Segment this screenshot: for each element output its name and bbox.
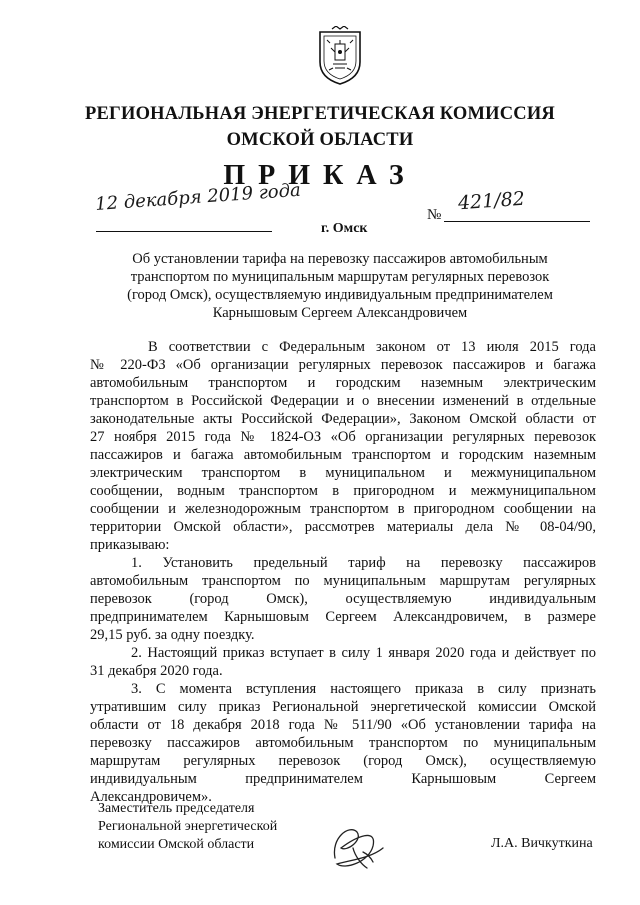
subject-line: транспортом по муниципальным маршрутам регулярных перевозок bbox=[130, 269, 550, 285]
body-line: В соответствии с Федеральным законом от 13 июля 2015 года bbox=[148, 339, 596, 355]
coat-of-arms-emblem bbox=[317, 26, 363, 86]
body-line: 3. С момента вступления настоящего приказа в силу признать bbox=[131, 681, 596, 697]
date-underline bbox=[96, 213, 272, 232]
body-line: законодательные акты Российской Федерации», Законом Омской области от bbox=[90, 411, 596, 427]
body-line: 29,15 руб. за одну поездку. bbox=[90, 627, 255, 643]
number-underline bbox=[444, 220, 590, 222]
subject-line: Карнышовым Сергеем Александровичем bbox=[212, 305, 468, 321]
order-date: 12 декабря 2019 года bbox=[94, 179, 302, 215]
subject-line: Об установлении тарифа на перевозку пассажиров автомобильным bbox=[132, 251, 548, 267]
organization-name-line1: РЕГИОНАЛЬНАЯ ЭНЕРГЕТИЧЕСКАЯ КОМИССИЯ bbox=[84, 104, 555, 124]
body-line: транспортом в Российской Федерации и о внесении изменений в отдельные bbox=[90, 393, 596, 409]
body-line: 1. Установить предельный тариф на перевозку пассажиров bbox=[131, 555, 596, 571]
order-number-label: № bbox=[427, 207, 442, 223]
body-line: приказываю: bbox=[90, 537, 170, 553]
signer-name: Л.А. Вичкуткина bbox=[491, 836, 593, 851]
city-label: г. Омск bbox=[321, 221, 368, 236]
body-line: предпринимателем Карнышовым Сергеем Александровичем, в размере bbox=[90, 609, 596, 625]
organization-name-line2: ОМСКОЙ ОБЛАСТИ bbox=[226, 130, 414, 150]
order-number: 421/82 bbox=[457, 187, 526, 215]
body-line: 27 ноября 2015 года № 1824-ОЗ «Об организации регулярных перевозок bbox=[90, 429, 596, 445]
body-line: Александровичем». bbox=[90, 789, 212, 805]
body-line: № 220-ФЗ «Об организации регулярных перевозок пассажиров и багажа bbox=[90, 357, 596, 373]
body-line: 31 декабря 2020 года. bbox=[90, 663, 223, 679]
body-line: сообщении и железнодорожным транспортом в пригородном сообщении на bbox=[90, 501, 596, 517]
body-line: территории Омской области», рассмотрев материалы дела № 08-04/90, bbox=[90, 519, 596, 535]
signatory-position-line: комиссии Омской области bbox=[98, 837, 255, 852]
subject-line: (город Омск), осуществляемую индивидуальным предпринимателем bbox=[127, 287, 553, 303]
document-type-title: ПРИКАЗ bbox=[223, 160, 417, 191]
body-line: области от 18 декабря 2018 года № 511/90 «Об установлении тарифа на bbox=[90, 717, 596, 733]
body-line: пассажиров и багажа автомобильным транспортом и городским наземным bbox=[90, 447, 596, 463]
body-line: электрическим транспортом в муниципальном и межмуниципальном bbox=[90, 465, 596, 481]
body-line: маршрутам регулярных перевозок (город Омск), осуществляемую bbox=[90, 753, 596, 769]
body-line: перевозку пассажиров автомобильным транспортом по муниципальным bbox=[90, 735, 596, 751]
body-line: перевозок (город Омск), осуществляемую индивидуальным bbox=[90, 591, 596, 607]
signatory-position-line: Заместитель председателя bbox=[98, 801, 255, 816]
body-line: автомобильным транспортом по муниципальным маршрутам регулярных bbox=[90, 573, 596, 589]
body-line: утратившим силу приказ Региональной энергетической комиссии Омской bbox=[90, 699, 596, 715]
body-line: индивидуальным предпринимателем Карнышовым Сергеем bbox=[90, 771, 596, 787]
handwritten-signature bbox=[327, 818, 389, 876]
body-line: автомобильным транспортом и городским наземным электрическим bbox=[90, 375, 596, 391]
signatory-position-line: Региональной энергетической bbox=[98, 819, 278, 834]
body-line: 2. Настоящий приказ вступает в силу 1 января 2020 года и действует по bbox=[131, 645, 596, 661]
body-line: сообщении, водным транспортом в пригородном и межмуниципальном bbox=[90, 483, 596, 499]
